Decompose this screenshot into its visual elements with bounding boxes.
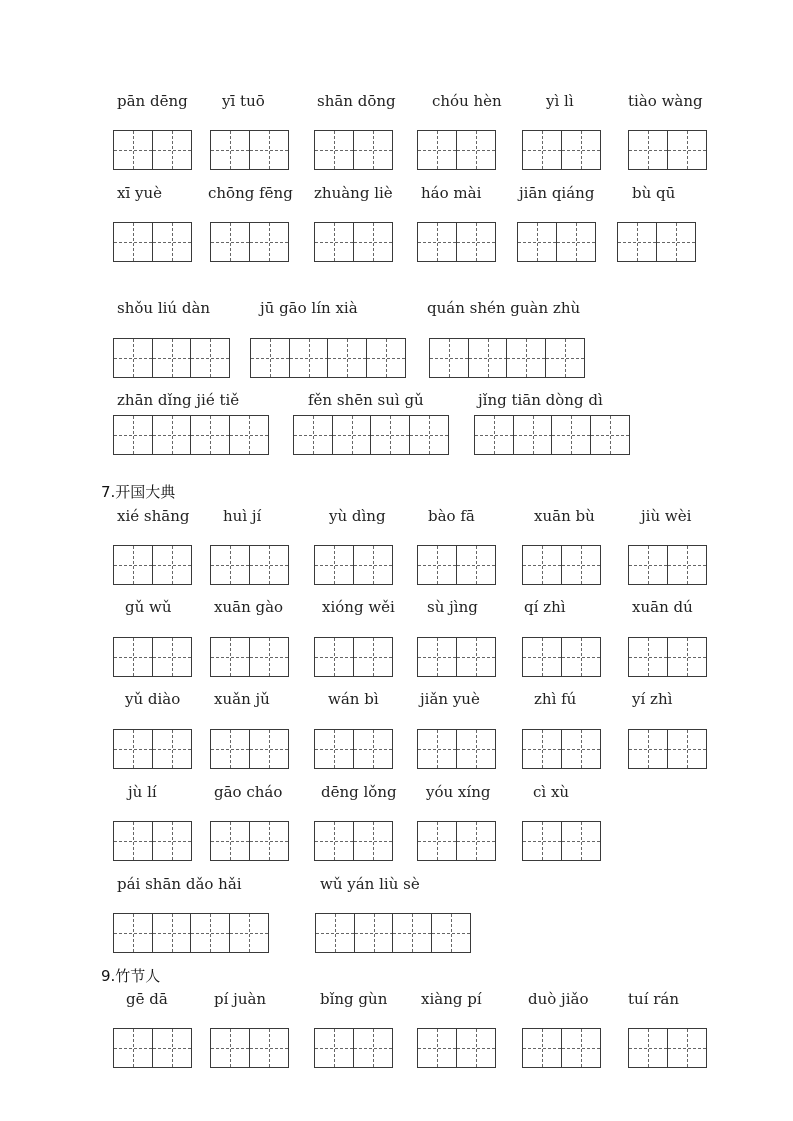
- writing-box-group: [617, 222, 694, 262]
- tianzige-cell[interactable]: [314, 1028, 354, 1068]
- writing-box-group: [210, 222, 287, 262]
- writing-box-group: [417, 637, 494, 677]
- writing-box-group: [314, 130, 391, 170]
- writing-box-group: [628, 1028, 705, 1068]
- pinyin-label: xī yuè: [117, 184, 163, 202]
- writing-box-group: [429, 338, 583, 378]
- pinyin-label: bào fā: [428, 507, 475, 525]
- tianzige-cell[interactable]: [353, 130, 393, 170]
- tianzige-cell[interactable]: [314, 545, 354, 585]
- tianzige-cell[interactable]: [667, 1028, 707, 1068]
- writing-box-group: [314, 729, 391, 769]
- tianzige-cell[interactable]: [561, 637, 601, 677]
- tianzige-cell[interactable]: [210, 130, 250, 170]
- tianzige-cell[interactable]: [522, 637, 562, 677]
- pinyin-label: tuí rán: [628, 990, 680, 1008]
- tianzige-cell[interactable]: [513, 415, 553, 455]
- writing-box-group: [522, 637, 599, 677]
- tianzige-cell[interactable]: [314, 222, 354, 262]
- tianzige-cell[interactable]: [506, 338, 546, 378]
- tianzige-cell[interactable]: [417, 545, 457, 585]
- tianzige-cell[interactable]: [327, 338, 367, 378]
- tianzige-cell[interactable]: [456, 222, 496, 262]
- writing-box-group: [113, 338, 229, 378]
- tianzige-cell[interactable]: [370, 415, 410, 455]
- writing-box-group: [113, 1028, 190, 1068]
- writing-box-group: [113, 222, 190, 262]
- writing-box-group: [417, 130, 494, 170]
- writing-box-group: [113, 729, 190, 769]
- writing-box-group: [628, 637, 705, 677]
- tianzige-cell[interactable]: [522, 1028, 562, 1068]
- writing-box-group: [113, 130, 190, 170]
- pinyin-label: tiào wàng: [628, 92, 703, 110]
- tianzige-cell[interactable]: [249, 222, 289, 262]
- tianzige-cell[interactable]: [628, 637, 668, 677]
- writing-box-group: [113, 913, 267, 953]
- tianzige-cell[interactable]: [628, 545, 668, 585]
- tianzige-cell[interactable]: [113, 729, 153, 769]
- tianzige-cell[interactable]: [152, 338, 192, 378]
- tianzige-cell[interactable]: [561, 1028, 601, 1068]
- writing-box-group: [250, 338, 404, 378]
- tianzige-cell[interactable]: [628, 130, 668, 170]
- pinyin-label: jiù wèi: [641, 507, 692, 525]
- tianzige-cell[interactable]: [409, 415, 449, 455]
- pinyin-label: cì xù: [533, 783, 570, 801]
- tianzige-cell[interactable]: [353, 545, 393, 585]
- tianzige-cell[interactable]: [314, 637, 354, 677]
- pinyin-label: háo mài: [421, 184, 482, 202]
- tianzige-cell[interactable]: [667, 729, 707, 769]
- tianzige-cell[interactable]: [210, 1028, 250, 1068]
- writing-box-group: [628, 130, 705, 170]
- tianzige-cell[interactable]: [152, 415, 192, 455]
- tianzige-cell[interactable]: [113, 415, 153, 455]
- tianzige-cell[interactable]: [249, 821, 289, 861]
- tianzige-cell[interactable]: [249, 729, 289, 769]
- tianzige-cell[interactable]: [113, 821, 153, 861]
- tianzige-cell[interactable]: [113, 637, 153, 677]
- section-heading: 9.竹节人: [101, 967, 161, 985]
- tianzige-cell[interactable]: [456, 1028, 496, 1068]
- pinyin-label: qí zhì: [524, 598, 566, 616]
- pinyin-label: xié shāng: [117, 507, 190, 525]
- tianzige-cell[interactable]: [456, 545, 496, 585]
- tianzige-cell[interactable]: [545, 338, 585, 378]
- tianzige-cell[interactable]: [190, 338, 230, 378]
- writing-box-group: [522, 545, 599, 585]
- tianzige-cell[interactable]: [667, 545, 707, 585]
- tianzige-cell[interactable]: [113, 338, 153, 378]
- tianzige-cell[interactable]: [656, 222, 696, 262]
- tianzige-cell[interactable]: [315, 913, 355, 953]
- tianzige-cell[interactable]: [628, 729, 668, 769]
- tianzige-cell[interactable]: [113, 130, 153, 170]
- pinyin-label: xióng wěi: [322, 598, 395, 616]
- tianzige-cell[interactable]: [417, 729, 457, 769]
- tianzige-cell[interactable]: [229, 415, 269, 455]
- pinyin-label: yì lì: [546, 92, 574, 110]
- pinyin-label: fěn shēn suì gǔ: [308, 391, 424, 409]
- tianzige-cell[interactable]: [229, 913, 269, 953]
- writing-box-group: [210, 1028, 287, 1068]
- tianzige-cell[interactable]: [113, 1028, 153, 1068]
- tianzige-cell[interactable]: [152, 821, 192, 861]
- tianzige-cell[interactable]: [417, 637, 457, 677]
- pinyin-label: yóu xíng: [426, 783, 491, 801]
- pinyin-label: wǔ yán liù sè: [320, 875, 420, 893]
- tianzige-cell[interactable]: [429, 338, 469, 378]
- section-heading: 7.开国大典: [101, 483, 176, 501]
- tianzige-cell[interactable]: [561, 729, 601, 769]
- tianzige-cell[interactable]: [417, 130, 457, 170]
- pinyin-label: gē dā: [126, 990, 168, 1008]
- writing-box-group: [113, 415, 267, 455]
- pinyin-label: zhuàng liè: [314, 184, 393, 202]
- writing-box-group: [314, 637, 391, 677]
- tianzige-cell[interactable]: [210, 222, 250, 262]
- tianzige-cell[interactable]: [522, 545, 562, 585]
- pinyin-label: gǔ wǔ: [125, 598, 172, 616]
- tianzige-cell[interactable]: [332, 415, 372, 455]
- tianzige-cell[interactable]: [366, 338, 406, 378]
- writing-box-group: [417, 545, 494, 585]
- tianzige-cell[interactable]: [474, 415, 514, 455]
- tianzige-cell[interactable]: [561, 130, 601, 170]
- tianzige-cell[interactable]: [249, 545, 289, 585]
- writing-box-group: [315, 913, 469, 953]
- tianzige-cell[interactable]: [249, 637, 289, 677]
- tianzige-cell[interactable]: [556, 222, 596, 262]
- tianzige-cell[interactable]: [113, 222, 153, 262]
- tianzige-cell[interactable]: [152, 637, 192, 677]
- writing-box-group: [417, 222, 494, 262]
- writing-box-group: [314, 1028, 391, 1068]
- pinyin-label: pí juàn: [214, 990, 267, 1008]
- pinyin-label: xuǎn jǔ: [214, 690, 270, 708]
- pinyin-label: xuān gào: [214, 598, 284, 616]
- writing-box-group: [113, 545, 190, 585]
- tianzige-cell[interactable]: [417, 821, 457, 861]
- tianzige-cell[interactable]: [522, 130, 562, 170]
- pinyin-label: jū gāo lín xià: [260, 299, 358, 317]
- tianzige-cell[interactable]: [517, 222, 557, 262]
- pinyin-label: pān dēng: [117, 92, 188, 110]
- tianzige-cell[interactable]: [522, 821, 562, 861]
- tianzige-cell[interactable]: [354, 913, 394, 953]
- tianzige-cell[interactable]: [392, 913, 432, 953]
- writing-box-group: [522, 821, 599, 861]
- writing-box-group: [113, 821, 190, 861]
- writing-box-group: [210, 729, 287, 769]
- writing-box-group: [474, 415, 628, 455]
- writing-box-group: [517, 222, 594, 262]
- pinyin-label: yù dìng: [329, 507, 386, 525]
- pinyin-label: xiàng pí: [421, 990, 482, 1008]
- tianzige-cell[interactable]: [353, 729, 393, 769]
- tianzige-cell[interactable]: [561, 545, 601, 585]
- writing-box-group: [417, 1028, 494, 1068]
- writing-box-group: [417, 729, 494, 769]
- tianzige-cell[interactable]: [249, 1028, 289, 1068]
- tianzige-cell[interactable]: [152, 222, 192, 262]
- pinyin-label: bǐng gùn: [320, 990, 388, 1008]
- pinyin-label: chōng fēng: [208, 184, 293, 202]
- tianzige-cell[interactable]: [456, 821, 496, 861]
- writing-box-group: [113, 637, 190, 677]
- tianzige-cell[interactable]: [113, 913, 153, 953]
- tianzige-cell[interactable]: [522, 729, 562, 769]
- tianzige-cell[interactable]: [456, 637, 496, 677]
- tianzige-cell[interactable]: [249, 130, 289, 170]
- tianzige-cell[interactable]: [590, 415, 630, 455]
- tianzige-cell[interactable]: [293, 415, 333, 455]
- tianzige-cell[interactable]: [250, 338, 290, 378]
- tianzige-cell[interactable]: [190, 415, 230, 455]
- writing-box-group: [522, 1028, 599, 1068]
- writing-box-group: [314, 821, 391, 861]
- pinyin-label: xuān bù: [534, 507, 595, 525]
- tianzige-cell[interactable]: [210, 545, 250, 585]
- tianzige-cell[interactable]: [152, 545, 192, 585]
- writing-box-group: [522, 729, 599, 769]
- tianzige-cell[interactable]: [667, 130, 707, 170]
- pinyin-label: quán shén guàn zhù: [427, 299, 581, 317]
- pinyin-label: pái shān dǎo hǎi: [117, 875, 242, 893]
- tianzige-cell[interactable]: [152, 1028, 192, 1068]
- pinyin-label: shān dōng: [317, 92, 396, 110]
- pinyin-label: gāo cháo: [214, 783, 283, 801]
- writing-box-group: [628, 545, 705, 585]
- writing-box-group: [314, 222, 391, 262]
- tianzige-cell[interactable]: [617, 222, 657, 262]
- pinyin-label: jǐng tiān dòng dì: [478, 391, 603, 409]
- writing-box-group: [628, 729, 705, 769]
- pinyin-label: xuān dú: [632, 598, 693, 616]
- tianzige-cell[interactable]: [431, 913, 471, 953]
- pinyin-label: yí zhì: [632, 690, 673, 708]
- pinyin-label: shǒu liú dàn: [117, 299, 211, 317]
- tianzige-cell[interactable]: [417, 222, 457, 262]
- tianzige-cell[interactable]: [314, 729, 354, 769]
- tianzige-cell[interactable]: [289, 338, 329, 378]
- writing-box-group: [417, 821, 494, 861]
- tianzige-cell[interactable]: [353, 222, 393, 262]
- pinyin-label: jiǎn yuè: [420, 690, 480, 708]
- writing-box-group: [210, 130, 287, 170]
- tianzige-cell[interactable]: [628, 1028, 668, 1068]
- tianzige-cell[interactable]: [667, 637, 707, 677]
- tianzige-cell[interactable]: [152, 729, 192, 769]
- pinyin-label: chóu hèn: [432, 92, 502, 110]
- tianzige-cell[interactable]: [113, 545, 153, 585]
- pinyin-label: jù lí: [128, 783, 157, 801]
- tianzige-cell[interactable]: [561, 821, 601, 861]
- writing-box-group: [314, 545, 391, 585]
- writing-box-group: [522, 130, 599, 170]
- pinyin-label: bù qū: [632, 184, 676, 202]
- tianzige-cell[interactable]: [210, 821, 250, 861]
- pinyin-label: huì jí: [223, 507, 262, 525]
- pinyin-label: yī tuō: [222, 92, 265, 110]
- pinyin-label: wán bì: [328, 690, 379, 708]
- pinyin-label: dēng lǒng: [321, 783, 397, 801]
- tianzige-cell[interactable]: [456, 130, 496, 170]
- tianzige-cell[interactable]: [456, 729, 496, 769]
- tianzige-cell[interactable]: [353, 637, 393, 677]
- pinyin-label: yǔ diào: [125, 690, 181, 708]
- tianzige-cell[interactable]: [353, 821, 393, 861]
- tianzige-cell[interactable]: [468, 338, 508, 378]
- tianzige-cell[interactable]: [314, 130, 354, 170]
- tianzige-cell[interactable]: [551, 415, 591, 455]
- tianzige-cell[interactable]: [152, 913, 192, 953]
- tianzige-cell[interactable]: [417, 1028, 457, 1068]
- pinyin-label: duò jiǎo: [528, 990, 589, 1008]
- writing-box-group: [210, 545, 287, 585]
- pinyin-label: sù jìng: [427, 598, 478, 616]
- tianzige-cell[interactable]: [353, 1028, 393, 1068]
- tianzige-cell[interactable]: [314, 821, 354, 861]
- writing-box-group: [210, 821, 287, 861]
- pinyin-label: jiān qiáng: [519, 184, 595, 202]
- writing-box-group: [210, 637, 287, 677]
- writing-box-group: [293, 415, 447, 455]
- tianzige-cell[interactable]: [210, 637, 250, 677]
- tianzige-cell[interactable]: [152, 130, 192, 170]
- pinyin-label: zhì fú: [534, 690, 577, 708]
- pinyin-label: zhān dǐng jié tiě: [117, 391, 240, 409]
- tianzige-cell[interactable]: [190, 913, 230, 953]
- tianzige-cell[interactable]: [210, 729, 250, 769]
